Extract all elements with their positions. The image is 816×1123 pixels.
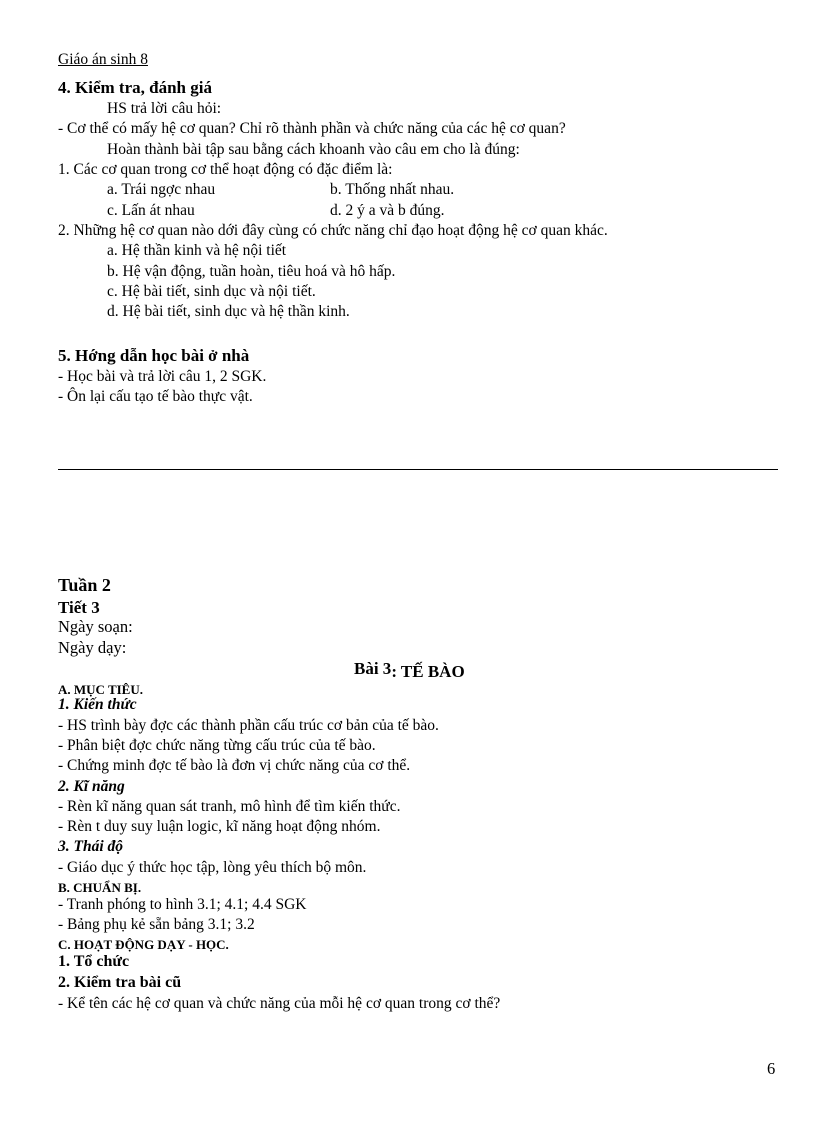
q1-option-a: a. Trái ngợc nhau (107, 181, 216, 198)
section-5-title: 5. Hớng dẫn học bài ở nhà (58, 346, 250, 365)
q1-option-b: b. Thống nhất nhau. (330, 181, 455, 198)
page-number: 6 (767, 1059, 776, 1078)
prep-date: Ngày soạn: (58, 617, 133, 636)
q2-option-a: a. Hệ thần kinh và hệ nội tiết (107, 242, 287, 259)
s4-line-2: - Cơ thể có mấy hệ cơ quan? Chỉ rõ thành phần và chức năng của các hệ cơ quan? (58, 120, 566, 137)
question-1: 1. Các cơ quan trong cơ thể hoạt động có đặc điểm là: (58, 161, 393, 178)
knowledge-2: - Phân biệt đợc chức năng từng cấu trúc của tế bào. (58, 737, 376, 754)
section-divider (58, 469, 778, 470)
lesson-title (354, 659, 465, 681)
s4-line-3: Hoàn thành bài tập sau bằng cách khoanh vào câu em cho là đúng: (107, 141, 520, 158)
skills-title: 2. Kĩ năng (58, 778, 125, 795)
s5-line-1: - Học bài và trả lời câu 1, 2 SGK. (58, 368, 267, 385)
prep-1: - Tranh phóng to hình 3.1; 4.1; 4.4 SGK (58, 896, 307, 913)
knowledge-1: - HS trình bày đợc các thành phần cấu trúc cơ bản của tế bào. (58, 717, 439, 734)
section-b-title: B. CHUẨN BỊ. (58, 880, 142, 895)
lesson-suffix: : TẾ BÀO (391, 662, 465, 681)
q1-option-d: d. 2 ý a và b đúng. (330, 202, 445, 219)
s5-line-2: - Ôn lại cấu tạo tế bào thực vật. (58, 388, 253, 405)
organization-title: 1. Tổ chức (58, 953, 130, 970)
q1-option-c: c. Lấn át nhau (107, 202, 195, 219)
skills-1: - Rèn kĩ năng quan sát tranh, mô hình để tìm kiến thức. (58, 798, 401, 815)
review-1: - Kể tên các hệ cơ quan và chức năng của mỗi hệ cơ quan trong cơ thể? (58, 995, 501, 1012)
knowledge-3: - Chứng minh đợc tế bào là đơn vị chức năng của cơ thể. (58, 757, 411, 774)
lesson-prefix: Bài 3 (354, 659, 392, 678)
attitude-1: - Giáo dục ý thức học tập, lòng yêu thích bộ môn. (58, 859, 367, 876)
s4-line-1: HS trả lời câu hỏi: (107, 100, 222, 117)
q2-option-c: c. Hệ bài tiết, sinh dục và nội tiết. (107, 283, 316, 300)
prep-2: - Bảng phụ kẻ sẵn bảng 3.1; 3.2 (58, 916, 255, 933)
review-title: 2. Kiểm tra bài cũ (58, 974, 182, 991)
knowledge-title: 1. Kiến thức (58, 696, 137, 713)
attitude-title: 3. Thái độ (58, 838, 124, 855)
section-c-title: C. HOẠT ĐỘNG DẠY - HỌC. (58, 937, 229, 952)
q2-option-d: d. Hệ bài tiết, sinh dục và hệ thần kinh. (107, 303, 350, 320)
week-label: Tuần 2 (58, 575, 111, 595)
q2-option-b: b. Hệ vận động, tuần hoàn, tiêu hoá và hô hấp. (107, 263, 396, 280)
section-4-title: 4. Kiểm tra, đánh giá (58, 78, 212, 97)
skills-2: - Rèn t duy suy luận logic, kĩ năng hoạt động nhóm. (58, 818, 381, 835)
question-2: 2. Những hệ cơ quan nào dới đây cùng có chức năng chỉ đạo hoạt động hệ cơ quan khác. (58, 222, 608, 239)
section-a-title: A. MỤC TIÊU. (58, 682, 143, 697)
teach-date: Ngày dạy: (58, 638, 127, 657)
period-label: Tiết 3 (58, 598, 100, 617)
page-header: Giáo án sinh 8 (58, 51, 148, 68)
